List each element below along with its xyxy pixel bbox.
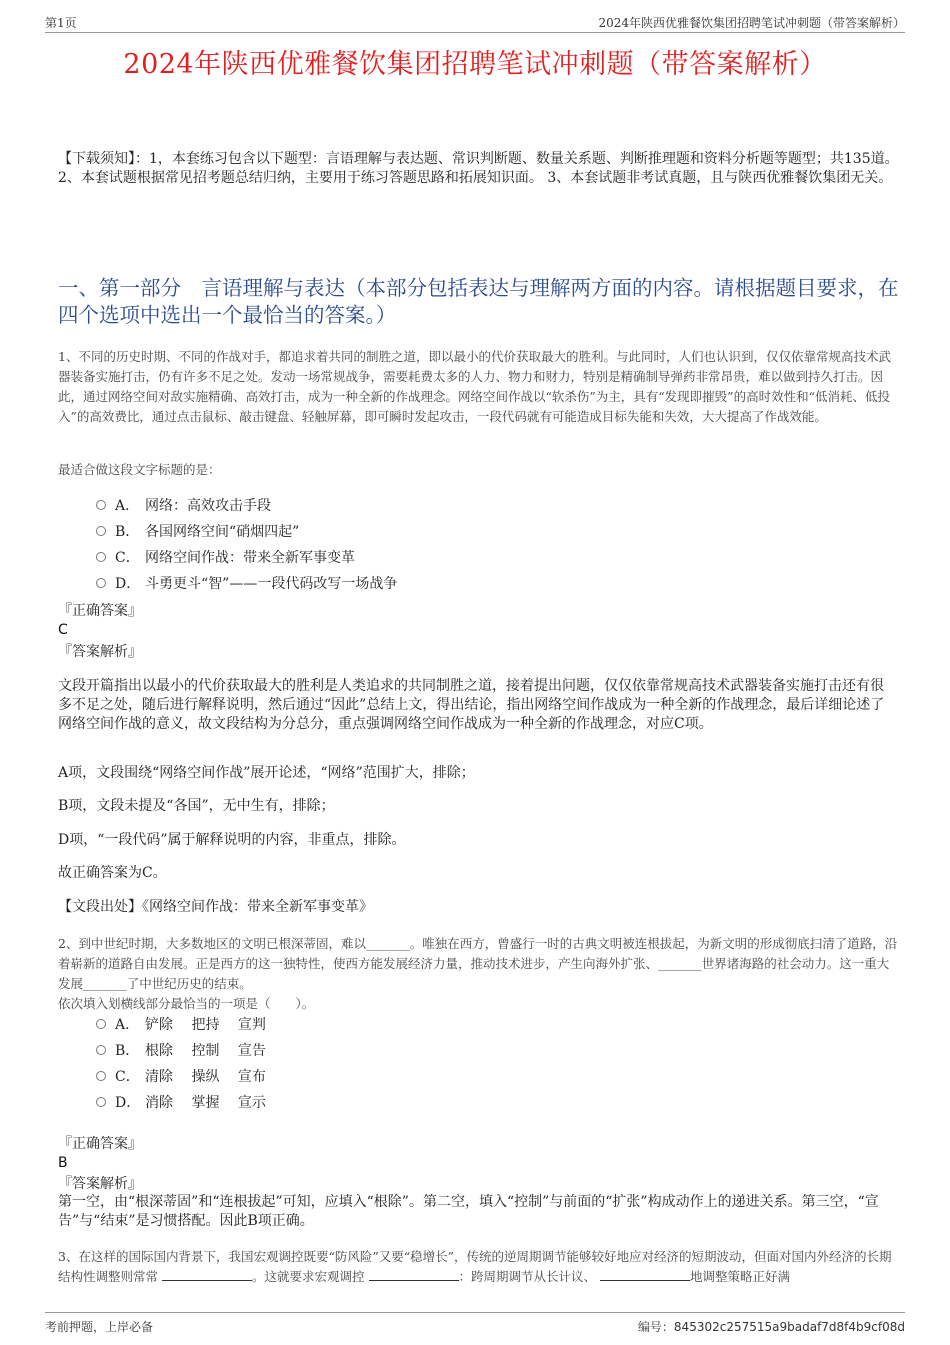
q1-analysis-b: B项，文段未提及“各国”，无中生有，排除； xyxy=(58,798,335,814)
document-title: 2024年陕西优雅餐饮集团招聘笔试冲刺题（带答案解析） xyxy=(123,49,827,80)
radio-icon[interactable] xyxy=(96,1097,106,1107)
q1-analysis-label: 『答案解析』 xyxy=(58,644,142,660)
q2-answer-label: 『正确答案』 xyxy=(58,1136,142,1152)
q1-analysis-a: A项，文段围绕“网络空间作战”展开论述，“网络”范围扩大，排除； xyxy=(58,765,475,781)
q1-option-c[interactable]: C． 网络空间作战：带来全新军事变革 xyxy=(96,548,355,568)
page-footer xyxy=(45,1312,905,1337)
radio-icon[interactable] xyxy=(96,1019,106,1029)
footer-slogan: 考前押题，上岸必备 xyxy=(45,1320,154,1334)
q1-answer-label: 『正确答案』 xyxy=(58,603,142,619)
question-1-stem: 1、不同的历史时期、不同的作战对手，都追求着共同的制胜之道，即以最小的代价获取最大的胜利。与此同时，人们也认识到，仅仅依靠常规高技术武器装备实施打击，仍有许多不足之处。发动一场常规战争，需要耗费太多的人力、物力和财力，特别是精确制导弹药非常昂贵，难以做到持久打击。因此，通过网络空间对敌实施精确、高效打击，成为一种全新的作战理念。网络空间作战以“软杀伤”为主，具有“发现即摧毁”的高时效性和“低消耗、低投入”的高效费比，通过点击鼠标、敲击键盘、轻触屏幕，即可瞬时发起攻击，一段代码就有可能造成目标失能和失效，大大提高了作战效能。 xyxy=(58,349,891,424)
blank-line xyxy=(600,1268,690,1281)
q1-answer: C xyxy=(58,622,68,638)
question-2-prompt: 依次填入划横线部分最恰当的一项是（ ）。 xyxy=(58,996,315,1011)
document-code: 编号：845302c257515a9badaf7d8f4b9cf08d xyxy=(637,1320,905,1334)
q1-option-d[interactable]: D． 斗勇更斗“智”——一段代码改写一场战争 xyxy=(96,574,397,594)
question-2-stem: 2、到中世纪时期，大多数地区的文明已根深蒂固，难以_______。唯独在西方，曾盛行一时的古典文明被连根拔起，为新文明的形成彻底扫清了道路，沿着崭新的道路自由发展。正是西方的这一独特性，使西方能发展经济力量，推动技术进步，产生向海外扩张、_______世界诸海路的社会动力。这一重大发展_______了中世纪历史的结束。 xyxy=(58,936,898,991)
radio-icon[interactable] xyxy=(96,526,106,536)
question-3-stem: 3、在这样的国际国内背景下，我国宏观调控既要“防风险”又要“稳增长”，传统的逆周期调节能够较好地应对经济的短期波动，但面对国内外经济的长期结构性调整则常常 。这就要求宏观调控 ：跨周期调节从长计议、 地调整策略正好满 xyxy=(58,1249,892,1284)
q2-analysis-label: 『答案解析』 xyxy=(58,1176,142,1192)
q2-option-d[interactable]: D． 消除 掌握 宣示 xyxy=(96,1093,266,1113)
section-title: 一、第一部分 言语理解与表达（本部分包括表达与理解两方面的内容。请根据题目要求，在四个选项中选出一个最恰当的答案。） xyxy=(58,276,899,327)
question-1-prompt: 最适合做这段文字标题的是： xyxy=(58,462,221,477)
q2-option-c[interactable]: C． 清除 操纵 宣布 xyxy=(96,1067,266,1087)
header-doc-title: 2024年陕西优雅餐饮集团招聘笔试冲刺题（带答案解析） xyxy=(598,16,905,30)
blank-line xyxy=(162,1268,252,1281)
q2-option-a[interactable]: A． 铲除 把持 宣判 xyxy=(96,1015,266,1035)
q1-option-a[interactable]: A． 网络：高效攻击手段 xyxy=(96,496,271,516)
q1-analysis-main: 文段开篇指出以最小的代价获取最大的胜利是人类追求的共同制胜之道，接着提出问题，仅仅依靠常规高技术武器装备实施打击还有很多不足之处，随后进行解释说明，然后通过“因此”总结上文，得出结论，指出网络空间作战成为一种全新的作战理念，最后详细论述了网络空间作战的意义，故文段结构为分总分，重点强调网络空间作战成为一种全新的作战理念，对应C项。 xyxy=(58,678,885,732)
page-number: 第1页 xyxy=(45,16,77,30)
q2-option-b[interactable]: B． 根除 控制 宣告 xyxy=(96,1041,266,1061)
blank-line xyxy=(369,1268,459,1281)
download-notice: 【下载须知】：1，本套练习包含以下题型：言语理解与表达题、常识判断题、数量关系题、判断推理题和资料分析题等题型；共135道。 2、本套试题根据常见招考题总结归纳，主要用于练习答题思路和拓展知识面。 3、本套试题非考试真题，且与陕西优雅餐饮集团无关。 xyxy=(58,151,899,186)
q1-option-b[interactable]: B． 各国网络空间“硝烟四起” xyxy=(96,522,299,542)
radio-icon[interactable] xyxy=(96,1071,106,1081)
radio-icon[interactable] xyxy=(96,552,106,562)
radio-icon[interactable] xyxy=(96,578,106,588)
q1-source: 【文段出处】《网络空间作战：带来全新军事变革》 xyxy=(58,899,373,915)
q2-answer: B xyxy=(58,1155,68,1171)
radio-icon[interactable] xyxy=(96,500,106,510)
page-header xyxy=(45,10,905,33)
q2-analysis: 第一空，由“根深蒂固”和“连根拔起”可知，应填入“根除”。第二空，填入“控制”与前面的“扩张”构成动作上的递进关系。第三空，“宣告”与“结束”是习惯搭配。因此B项正确。 xyxy=(58,1194,879,1229)
radio-icon[interactable] xyxy=(96,1045,106,1055)
q1-analysis-d: D项，“一段代码”属于解释说明的内容，非重点，排除。 xyxy=(58,832,406,848)
q1-conclusion: 故正确答案为C。 xyxy=(58,865,167,881)
